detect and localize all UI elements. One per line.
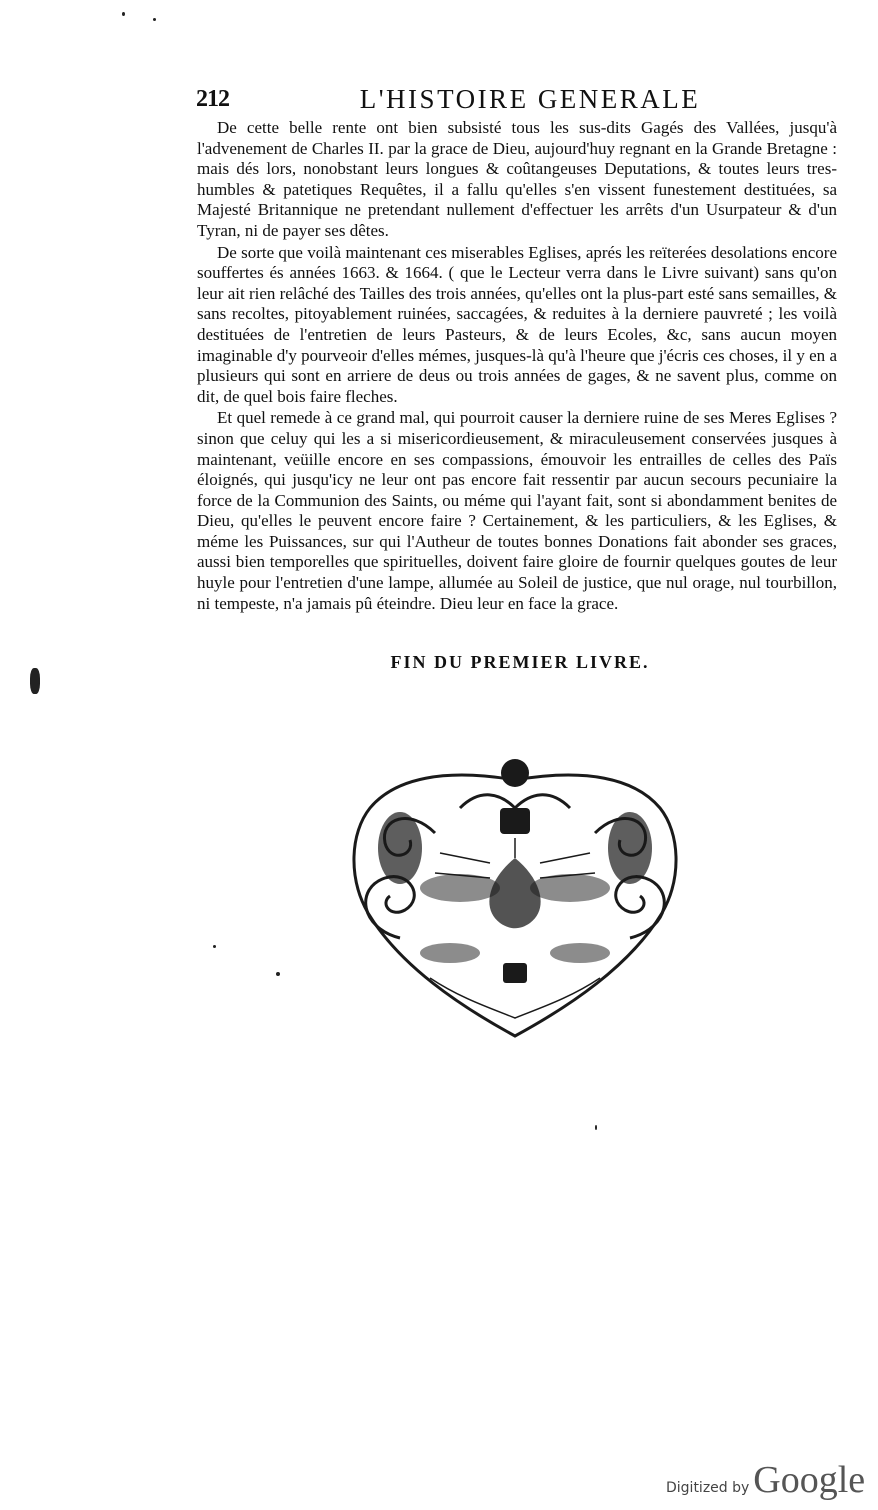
body-text bbox=[197, 118, 837, 614]
ink-speck bbox=[122, 12, 125, 16]
ink-speck bbox=[276, 972, 280, 976]
ink-speck bbox=[595, 1125, 597, 1130]
watermark-prefix: Digitized by bbox=[666, 1480, 750, 1496]
running-head: L'HISTOIRE GENERALE bbox=[359, 84, 701, 114]
paragraph-1: De cette belle rente ont bien subsisté tous les sus-dits Gagés des Vallées, jusqu'à l'advenement de Charles II. par la grace de Dieu, aujourd'huy regnant en la Grande Bretagne : mais dés lors, nonobstant leurs longues & coûtangeuses Deputations, & toutes leurs tres-humbles & patetiques Requêtes, il a fallu qu'elles s'en vissent funestement destituées, sa Majesté Britannique ne pretendant nullement d'effectuer les arrêts d'un Usurpateur & d'un Tyran, ni de payer ses dêtes. bbox=[197, 118, 837, 240]
ink-speck bbox=[213, 945, 216, 948]
ink-speck bbox=[153, 18, 156, 21]
digitized-watermark bbox=[666, 1458, 865, 1502]
engraved-tailpiece-ornament-icon bbox=[340, 738, 690, 1048]
watermark-brand: Google bbox=[753, 1459, 866, 1501]
paragraph-2: De sorte que voilà maintenant ces miserables Eglises, aprés les reïterées desolations encore souffertes és années 1663. & 1664. ( que le Lecteur verra dans le Livre suivant) sans qu'on leur ait rien relâché des Tailles des trois années, qu'elles ont la plus-part esté sans semailles, & sans recoltes, pitoyablement ruinées, saccagées, & reduites à la derniere pauvreté ; les voilà destituées de l'entretien de leurs Pasteurs, & de leurs Ecoles, &c, sans aucun moyen imaginable d'y pourveoir d'elles mémes, jusques-là qu'à l'heure que j'écris ces choses, il y en a plusieurs qui sont en arriere de deus ou trois années de gages, & ne savent plus, comme on dit, de quel bois faire fleches. bbox=[197, 242, 837, 406]
end-of-book-title: FIN DU PREMIER LIVRE. bbox=[390, 652, 650, 672]
page-number: 212 bbox=[196, 86, 229, 112]
ink-speck bbox=[30, 668, 40, 694]
paragraph-3: Et quel remede à ce grand mal, qui pourroit causer la derniere ruine de ses Meres Eglises ? sinon que celuy qui les a si misericordieusement, & miraculeusement conservées jusques à maintenant, veüille encore en ses compassions, émouvoir les entrailles de celles des Païs éloignés, qui jusqu'icy ne leur ont pas encore fait ressentir par aucun secours pecuniaire la force de la Communion des Saints, ou méme qui l'ayant fait, sont si abondamment benites de Dieu, qu'elles le peuvent encore faire ? Certainement, & les particuliers, & les Eglises, & méme les Puissances, sur qui l'Autheur de toutes bonnes Donations fait abonder ses graces, aussi bien temporelles que spirituelles, doivent faire gloire de fournir quelques goutes de leur huyle pour l'entretien d'une lampe, allumée au Soleil de justice, que nul orage, nul tourbillon, ni tempeste, n'a jamais pû éteindre. Dieu leur en face la grace. bbox=[197, 408, 837, 613]
